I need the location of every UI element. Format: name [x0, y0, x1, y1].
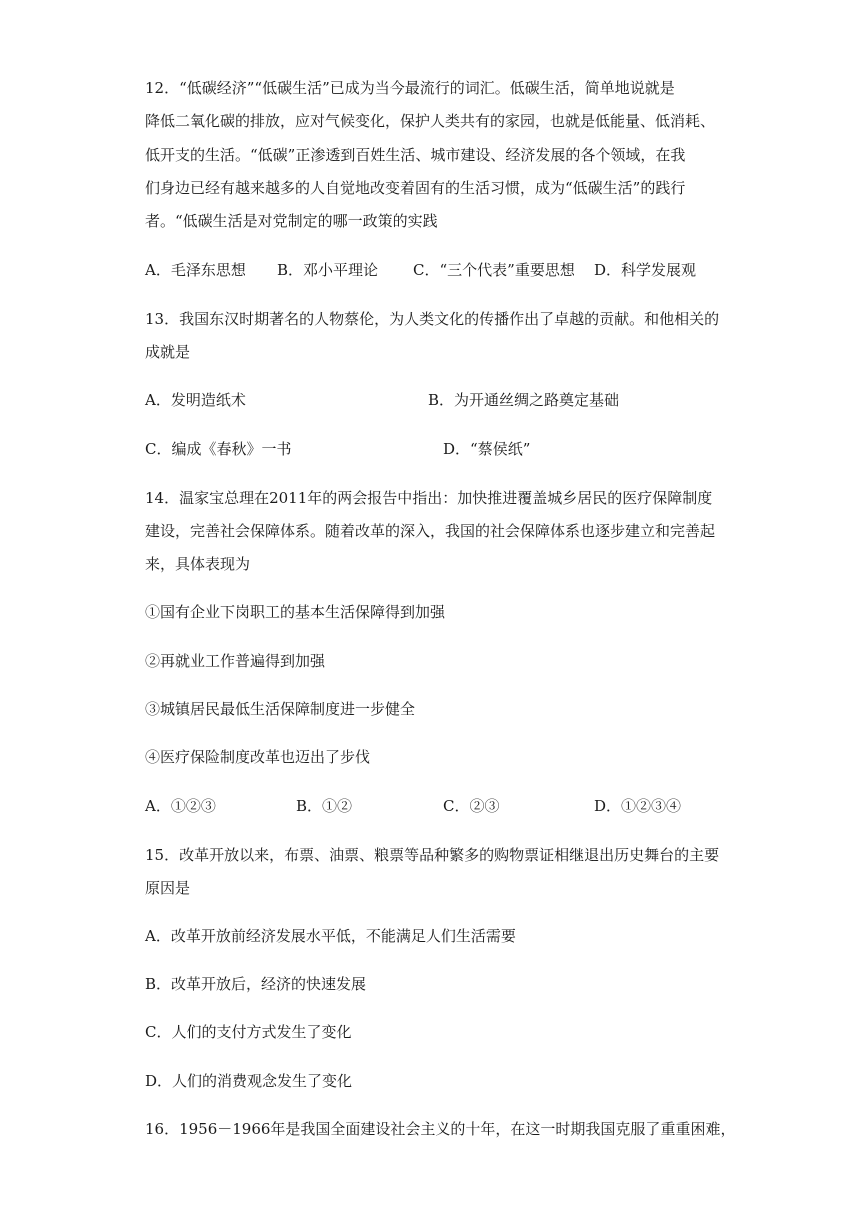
- q15-option-b: B．改革开放后，经济的快速发展: [145, 975, 367, 993]
- q12-line-4: 们身边已经有越来越多的人自觉地改变着固有的生活习惯，成为“低碳生活”的践行: [145, 179, 686, 197]
- q14-option-a: A．①②③: [145, 797, 216, 815]
- q15-option-d: D．人们的消费观念发生了变化: [145, 1072, 353, 1090]
- q15-option-a: A．改革开放前经济发展水平低，不能满足人们生活需要: [145, 927, 516, 945]
- q14-line-1: 14．温家宝总理在2011年的两会报告中指出：加快推进覆盖城乡居民的医疗保障制度: [145, 489, 713, 507]
- q12-option-b: B．邓小平理论: [277, 261, 379, 279]
- q14-item-1: ①国有企业下岗职工的基本生活保障得到加强: [145, 603, 446, 621]
- q14-item-3: ③城镇居民最低生活保障制度进一步健全: [145, 700, 416, 718]
- q12-option-a: A．毛泽东思想: [145, 261, 246, 279]
- q14-line-2: 建设，完善社会保障体系。随着改革的深入，我国的社会保障体系也逐步建立和完善起: [145, 522, 716, 540]
- q15-option-c: C．人们的支付方式发生了变化: [145, 1023, 352, 1041]
- q13-option-b: B．为开通丝绸之路奠定基础: [428, 391, 620, 409]
- q14-line-3: 来，具体表现为: [145, 555, 251, 573]
- q15-line-2: 原因是: [145, 879, 191, 897]
- q13-option-a: A．发明造纸术: [145, 391, 246, 409]
- q12-line-1: 12．“低碳经济”“低碳生活”已成为当今最流行的词汇。低碳生活，简单地说就是: [145, 79, 675, 97]
- q12-line-5: 者。“低碳生活是对党制定的哪一政策的实践: [145, 212, 438, 230]
- q14-option-b: B．①②: [296, 797, 353, 815]
- q14-item-2: ②再就业工作普遍得到加强: [145, 652, 326, 670]
- q14-option-c: C．②③: [443, 797, 500, 815]
- q13-option-c: C．编成《春秋》一书: [145, 440, 292, 458]
- q13-line-2: 成就是: [145, 343, 191, 361]
- q16-line-1: 16．1956－1966年是我国全面建设社会主义的十年，在这一时期我国克服了重重困难，: [145, 1120, 736, 1138]
- q12-option-d: D．科学发展观: [594, 261, 697, 279]
- q14-option-d: D．①②③④: [594, 797, 682, 815]
- q15-line-1: 15．改革开放以来，布票、油票、粮票等品种繁多的购物票证相继退出历史舞台的主要: [145, 846, 720, 864]
- q12-line-3: 低开支的生活。“低碳”正渗透到百姓生活、城市建设、经济发展的各个领域，在我: [145, 146, 686, 164]
- q14-item-4: ④医疗保险制度改革也迈出了步伐: [145, 748, 371, 766]
- q13-line-1: 13．我国东汉时期著名的人物蔡伦，为人类文化的传播作出了卓越的贡献。和他相关的: [145, 310, 720, 328]
- q12-option-c: C．“三个代表”重要思想: [413, 261, 575, 279]
- q12-line-2: 降低二氧化碳的排放，应对气候变化，保护人类共有的家园，也就是低能量、低消耗、: [145, 112, 716, 130]
- q13-option-d: D．“蔡侯纸”: [443, 440, 531, 458]
